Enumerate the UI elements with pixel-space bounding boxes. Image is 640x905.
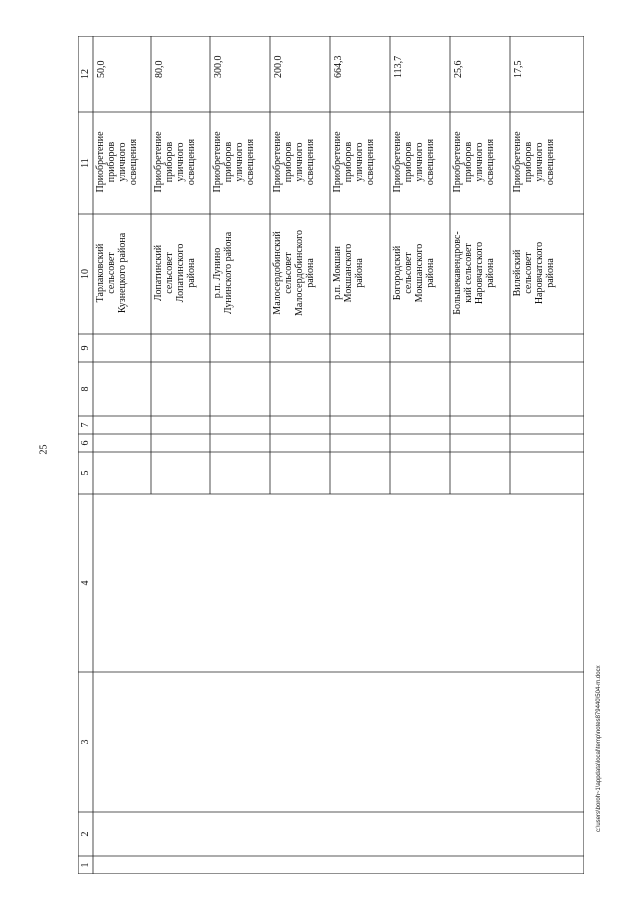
column-number-text: 11	[80, 158, 91, 168]
amount-cell-text: 25,6	[453, 60, 464, 78]
place-cell-text: р.п. Лунино Лунинского района	[212, 231, 234, 315]
purpose-cell-text: Приобретение приборов уличного освещения	[212, 131, 256, 193]
amount-cell-text: 50,0	[96, 60, 107, 78]
amount-cell-text: 200,0	[273, 55, 284, 78]
amount-cell-text: 80,0	[154, 60, 165, 78]
footer-file-path-text: c:\users\boroh~1\appdata\local\temp\notes879440\504-m.docx	[596, 665, 602, 832]
purpose-cell-text: Приобретение приборов уличного освещения	[153, 131, 197, 193]
column-number-text: 1	[80, 862, 91, 868]
amount-cell-text: 300,0	[213, 55, 224, 78]
column-number-text: 12	[80, 69, 91, 79]
place-cell-text: Малосердобинский сельсовет Малосердобинского района	[272, 229, 316, 317]
column-number-text: 8	[80, 386, 91, 392]
column-number-text: 4	[80, 580, 91, 586]
page-number: 25	[38, 444, 50, 455]
column-number-text: 2	[80, 831, 91, 837]
purpose-cell-text: Приобретение приборов уличного освещения	[272, 131, 316, 193]
column-number-text: 3	[80, 739, 91, 745]
place-cell-text: Вилейский сельсовет Наровчатского района	[512, 241, 556, 305]
place-cell-text: Большекавендровс- кий сельсовет Наровчатского района	[452, 231, 496, 315]
place-cell-text: Богородский сельсовет Мокшанского района	[392, 243, 436, 303]
amount-cell-text: 113,7	[393, 55, 404, 78]
purpose-cell-text: Приобретение приборов уличного освещения	[332, 131, 376, 193]
purpose-cell-text: Приобретение приборов уличного освещения	[95, 131, 139, 193]
amount-cell-text: 17,5	[513, 60, 524, 78]
purpose-cell-text: Приобретение приборов уличного освещения	[512, 131, 556, 193]
column-number-text: 10	[80, 269, 91, 279]
column-number-text: 7	[80, 422, 91, 428]
purpose-cell-text: Приобретение приборов уличного освещения	[392, 131, 436, 193]
place-cell-text: Лопатинский сельсовет Лопатинского района	[153, 243, 197, 303]
column-number-text: 5	[80, 470, 91, 476]
amount-cell-text: 664,3	[333, 55, 344, 78]
column-number-text: 9	[80, 345, 91, 351]
column-number-text: 6	[80, 440, 91, 446]
place-cell-text: р.п. Мокшан Мокшанского района	[332, 243, 365, 303]
place-cell-text: Тарлаковский сельсовет Кузнецкого района	[95, 232, 128, 314]
rotated-table	[78, 36, 584, 874]
purpose-cell-text: Приобретение приборов уличного освещения	[452, 131, 496, 193]
